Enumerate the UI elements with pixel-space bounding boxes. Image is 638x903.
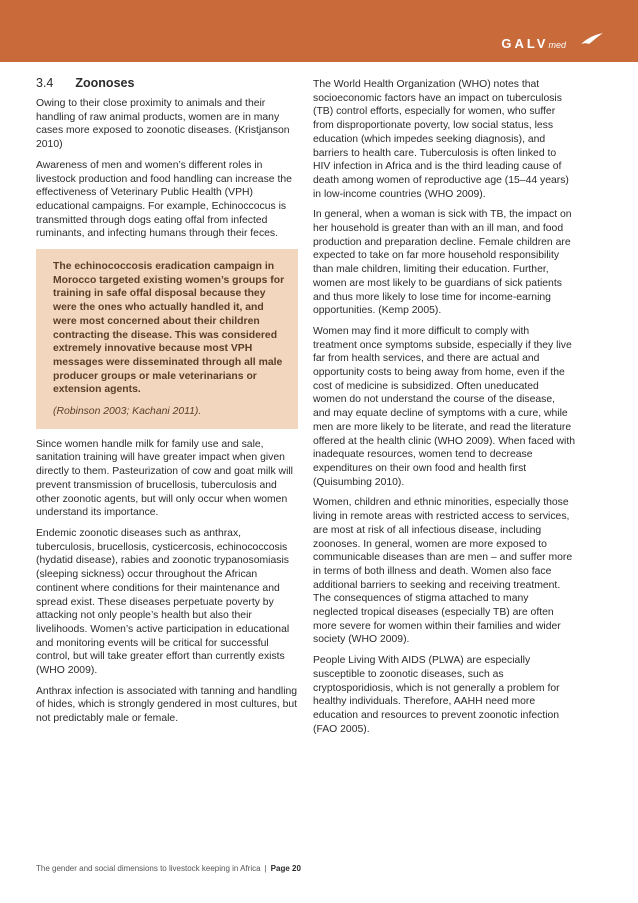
left-column — [36, 76, 298, 733]
paragraph: Since women handle milk for family use and sale, sanitation training will have greater impact when given directly to them. Pasteurization of cow and goat milk will prevent transmission of brucellosis, tuberculosis and other zoonotic agents, but will only occur when women understand its importance. — [36, 438, 293, 519]
page-number: Page 20 — [270, 864, 301, 873]
paragraph: Women may find it more difficult to comply with treatment once symptoms subside, especially if they live far from health services, and there are actual and opportunity costs to being away from home, even if the cost of medicine is subsidized. Often uneducated women do not understand the course of the disease, and may equate decline of symptoms with a cure, while men are more likely to be literate, and read the literature offered at the health clinic (WHO 2009). When faced with inadequate resources, women tend to decrease expenditures on their own food and health first (Quisumbing 2010). — [313, 325, 576, 488]
section-heading — [36, 76, 298, 91]
page-header-band — [0, 0, 638, 62]
right-column — [313, 78, 575, 743]
logo-suffix-text: med — [548, 40, 566, 50]
callout-citation: (Robinson 2003; Kachani 2011). — [53, 406, 202, 418]
logo-main-text: GALV — [501, 36, 549, 51]
paragraph: People Living With AIDS (PLWA) are especially susceptible to zoonotic diseases, such as cryptosporidiosis, which is not generally a problem for healthy individuals. Therefore, AAHH need more education and resources to prevent zoonotic infection (FAO 2005). — [313, 655, 560, 735]
footer-separator: | — [264, 864, 267, 873]
callout-text: The echinococcosis eradication campaign in Morocco targeted existing women’s groups for training in safe offal disposal because they were the ones who actually handled it, and were most concerned about their children contracting the disease. This was considered extremely innovative because most VPH messages were disseminated through all male producer groups or male veterinarians or extension agents. — [53, 261, 285, 396]
paragraph: Anthrax infection is associated with tanning and handling of hides, which is strongly gendered in most cultures, but not predictably male or female. — [36, 685, 298, 725]
paragraph: In general, when a woman is sick with TB, the impact on her household is greater than with an ill man, and food production and preparation decline. Female children are expected to take on far more household responsibility than male children, limiting their education. Further, women are most likely to be guardians of sick patients and thus more likely to lose time for income-earning opportunities. (Kemp 2005). — [313, 209, 572, 317]
bird-logo-icon — [580, 32, 604, 46]
callout-box — [36, 249, 298, 429]
paragraph: Endemic zoonotic diseases such as anthrax, tuberculosis, brucellosis, cysticercosis, echinococcosis (hydatid disease), rabies and zoonotic trypanosomiasis (sleeping sickness) occur throughout the African continent where conditions for their maintenance and spread exist. These diseases perpetuate poverty by attacking not only people’s health but also their livelihoods. Women’s active participation in educational and monitoring events will be critical for successful control, but will take greater effort than currently exists (WHO 2009). — [36, 527, 290, 677]
section-title: Zoonoses — [75, 76, 135, 90]
paragraph: The World Health Organization (WHO) notes that socioeconomic factors have an impact on tuberculosis (TB) control efforts, especially for women, who suffer from disproportionate poverty, low social status, less education (which impedes seeking diagnosis), and barriers to health care. Tuberculosis is often linked to HIV infection in Africa and is the third leading cause of death among women of reproductive age (15–44 years) in low-income countries (WHO 2009). — [313, 79, 569, 200]
section-number: 3.4 — [36, 76, 54, 90]
galvmed-logo — [501, 36, 566, 51]
paragraph: Women, children and ethnic minorities, especially those living in remote areas with restricted access to services, are most at risk of all infectious disease, including zoonoses. In general, women are more exposed to communicable diseases than are men – and suffer more in terms of both illness and death. Women also face additional barriers to seeking and receiving treatment. The consequences of stigma attached to many neglected tropical diseases (especially TB) are often more severe for women within their families and wider society (WHO 2009). — [313, 497, 573, 646]
footer-title: The gender and social dimensions to livestock keeping in Africa — [36, 864, 261, 873]
paragraph: Owing to their close proximity to animals and their handling of raw animal products, women are in many cases more exposed to zoonotic diseases. (Kristjanson 2010) — [36, 98, 290, 151]
paragraph: Awareness of men and women’s different roles in livestock production and food handling can increase the effectiveness of Veterinary Public Health (VPH) educational campaigns. For example, Echinoccocus is transmitted through dogs eating offal from infected ruminants, and infecting humans through their feces. — [36, 159, 292, 240]
page-footer — [36, 864, 301, 873]
